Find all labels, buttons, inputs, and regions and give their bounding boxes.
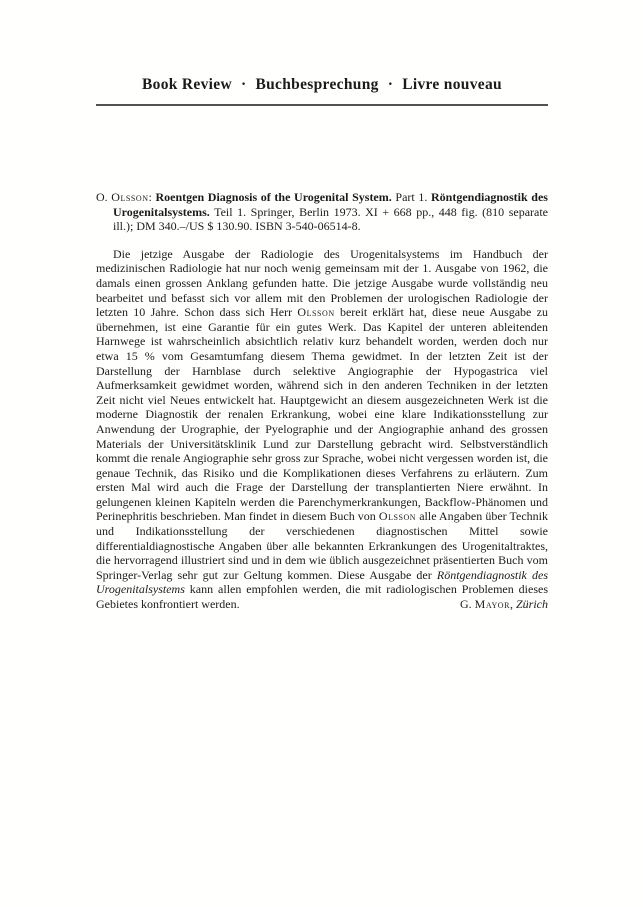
text-segment: Roentgen Diagnosis of the Urogenital System. (155, 190, 392, 204)
book-citation (96, 190, 548, 234)
page-title (96, 76, 548, 94)
title-separator-dot: · (240, 76, 247, 93)
title-french: Livre nouveau (402, 76, 502, 93)
text-segment: alle Angaben über Technik und Indikationsstellung der verschiedenen diagnostischen Mittel sowie differentialdiagnostische Angaben über alle bekannten Erkrankungen des Urogenitaltraktes, die hervorragend illustriert sind und in dem wie üblich ausgezeichnet präsentierten Buch vom Springer-Verlag sehr gut zur Geltung kommen. Diese Ausgabe der (96, 509, 548, 582)
review-body-text (96, 247, 548, 611)
section-header (96, 76, 548, 106)
text-segment: Olsson (297, 305, 335, 320)
text-segment: Part 1. (391, 190, 431, 204)
text-segment: , (509, 597, 516, 612)
text-segment: Olsson (111, 190, 149, 204)
text-segment: Röntgendiagnostik des Urogenitalsystems. (113, 190, 548, 219)
text-segment: O. (96, 190, 112, 204)
title-german: Buchbesprechung (255, 76, 379, 93)
text-segment: G. (460, 597, 475, 612)
text-segment: Die jetzige Ausgabe der Radiologie des Urogenitalsystems im Handbuch der medizinischen Radiologie hat nur noch wenig gemeinsam mit der 1. Ausgabe von 1962, die damals einen grossen Anklang gefunden hatte. Die jetzige Ausgabe wurde vollständig neu bearbeitet und befasst sich vor allem mit den Problemen der urologischen Radiologie der letzten 10 Jahre. Schon dass sich Herr (96, 246, 548, 320)
text-segment: bereit erklärt hat, diese neue Ausgabe zu übernehmen, ist eine Garantie für ein gutes Werk. Das Kapitel der unteren ableitenden Harnwege ist wahrscheinlich absichtlich relativ kurz behandelt worden, werden doch nur etwa 15 % vom Gesamtumfang diesem Thema gewidmet. In der letzten Zeit ist der Darstellung der Harnblase durch selektive Angiographie der Hypogastrica viel Aufmerksamkeit gewidmet worden, während sich in den anderen Techniken in der letzten Zeit nicht viel Neues entwickelt hat. Hauptgewicht an diesem ausgezeichneten Werk ist die moderne Diagnostik der renalen Erkrankung, wobei eine klare Indikationsstellung zur Anwendung der Urographie, der Pyelographie und der Angiographie anhand des grossen Materials der Universitätsklinik Lund zur Darstellung gebracht wird. Selbstverständlich kommt die renale Angiographie sehr gross zur Sprache, wobei nicht vergessen worden ist, die genaue Technik, das Risiko und die Komplikationen dieses Verfahrens zu erläutern. Zum ersten Mal wird auch die Frage der Darstellung der transplantierten Niere erwähnt. In gelungenen kleinen Kapiteln werden die Parenchymerkrankungen, Backflow-Phänomen und Perinephritis beschrieben. Man findet in diesem Buch von (96, 305, 549, 524)
text-segment: Mayor (474, 597, 510, 612)
review-paragraph (96, 247, 548, 612)
title-separator-dot: · (387, 76, 394, 93)
title-english: Book Review (142, 76, 232, 93)
text-segment: Röntgendiagnostik des Urogenitalsystems (96, 567, 548, 597)
text-segment: kann allen empfohlen werden, die mit radiologischen Problemen dieses Gebietes konfrontiert werden. (96, 582, 548, 612)
reviewer-signature (443, 597, 548, 612)
page-content (96, 76, 548, 612)
text-segment: Zürich (515, 597, 548, 612)
header-divider-rule (96, 104, 548, 106)
text-segment: Olsson (378, 509, 417, 524)
text-segment: Teil 1. Springer, Berlin 1973. XI + 668 pp., 448 fig. (810 separate ill.); DM 340.–/US $ 130.90. ISBN 3-540-06514-8. (113, 204, 548, 234)
text-segment: : (148, 190, 156, 204)
